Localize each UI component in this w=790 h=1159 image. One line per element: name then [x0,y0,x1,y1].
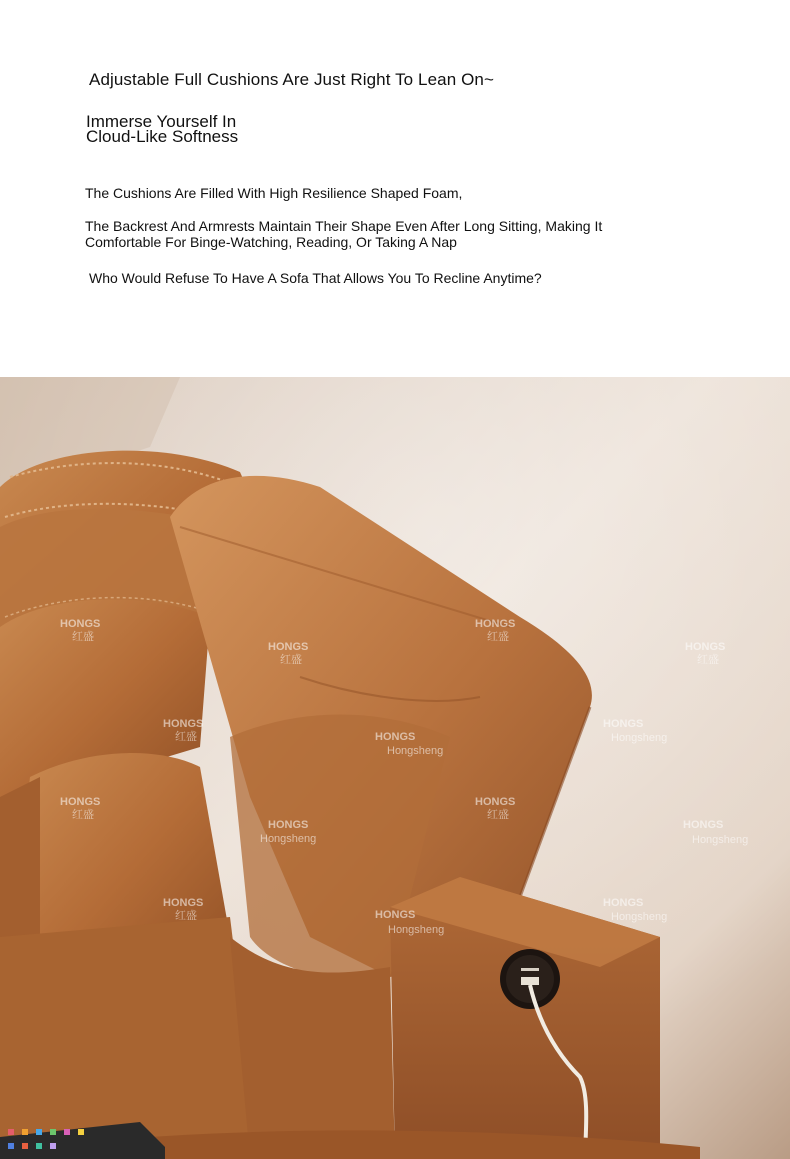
seat-base [0,917,260,1159]
svg-text:红盛: 红盛 [72,809,94,821]
svg-text:Hongsheng: Hongsheng [388,924,445,936]
svg-text:Hongsheng: Hongsheng [260,833,317,845]
sofa-illustration [0,377,790,1159]
svg-text:Hongsheng: Hongsheng [611,911,668,923]
subheading [86,114,238,144]
svg-text:HONGS: HONGS [268,641,309,653]
subheading-line-2: Cloud-Like Softness [86,127,239,146]
svg-text:HONGS: HONGS [603,897,644,909]
svg-text:红盛: 红盛 [487,809,509,821]
svg-text:HONGS: HONGS [60,796,101,808]
paragraph-foam: The Cushions Are Filled With High Resilience Shaped Foam, [85,185,463,201]
svg-text:红盛: 红盛 [697,654,719,666]
svg-text:红盛: 红盛 [175,910,197,922]
svg-text:HONGS: HONGS [163,718,204,730]
svg-text:红盛: 红盛 [487,631,509,643]
svg-text:红盛: 红盛 [72,631,94,643]
svg-text:Hongsheng: Hongsheng [692,834,749,846]
svg-text:HONGS: HONGS [475,618,516,630]
svg-text:红盛: 红盛 [175,731,197,743]
svg-text:HONGS: HONGS [268,819,309,831]
svg-text:HONGS: HONGS [163,897,204,909]
paragraph-shape [85,218,602,250]
svg-text:Hongsheng: Hongsheng [611,732,668,744]
sofa-photo [0,377,790,1159]
paragraph-shape-line-2: Comfortable For Binge-Watching, Reading, Or Taking A Nap [85,234,457,250]
paragraph-shape-line-1: The Backrest And Armrests Maintain Their Shape Even After Long Sitting, Making It [85,218,603,234]
subheading-line-1: Immerse Yourself In [86,112,237,131]
headline: Adjustable Full Cushions Are Just Right To Lean On~ [89,70,494,89]
svg-text:HONGS: HONGS [375,909,416,921]
svg-text:Hongsheng: Hongsheng [387,745,444,757]
svg-text:HONGS: HONGS [603,718,644,730]
svg-text:HONGS: HONGS [683,819,724,831]
svg-text:HONGS: HONGS [375,731,416,743]
svg-text:HONGS: HONGS [475,796,516,808]
svg-text:HONGS: HONGS [685,641,726,653]
product-copy [0,0,790,377]
paragraph-recline: Who Would Refuse To Have A Sofa That Allows You To Recline Anytime? [89,270,542,286]
svg-text:HONGS: HONGS [60,618,101,630]
svg-text:红盛: 红盛 [280,654,302,666]
